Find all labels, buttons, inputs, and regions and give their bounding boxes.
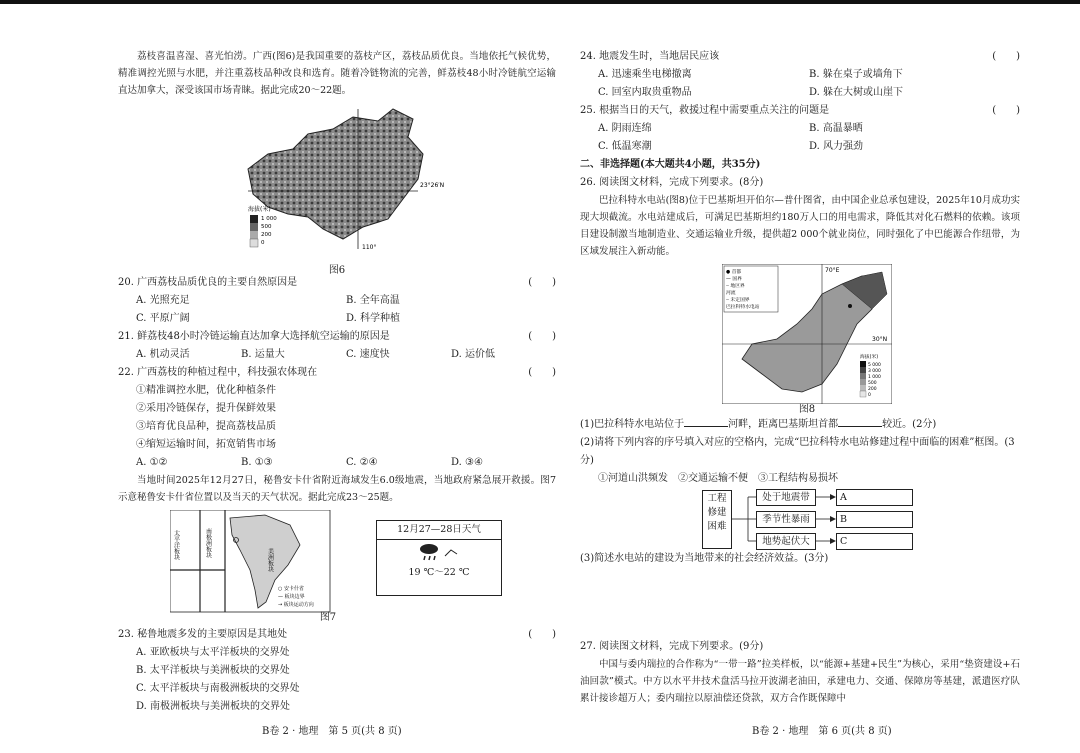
q26-material: 巴拉科特水电站(图8)位于巴基斯坦开伯尔—普什图省，由中国企业总承包建设，2025年10月成功实现大坝截流。水电站建成后，可满足巴基斯坦约180万人口的用电需求，降低其对化石燃料的依赖。该项目建设制激当地制造业、交通运输业升级，提供超2 000个就业岗位，同时强化了中巴能源合作纽带，为区域发展注入新动能。 xyxy=(580,195,1020,257)
elevation-legend-title: 海拔(米) xyxy=(248,206,271,213)
legend-value-2: 500 xyxy=(261,224,272,230)
q23-option-c[interactable]: C. 太平洋板块与南极洲板块的交界处 xyxy=(136,683,300,694)
question-27 xyxy=(580,638,1020,707)
flow-row-2: 季节性暴雨 xyxy=(756,511,816,528)
fig8-elev-6: 0 xyxy=(868,393,871,398)
q26-stem: 26. 阅读图文材料，完成下列要求。(8分) xyxy=(580,177,764,188)
q25-option-c[interactable]: C. 低温寒潮 xyxy=(598,141,652,152)
legend-value-3: 200 xyxy=(261,232,272,238)
q22-stem: 22. 广西荔枝的种植过程中，科技强农体现在 xyxy=(118,367,318,378)
q27-material: 中国与委内瑞拉的合作称为“一带一路”拉美样板，以“能源+基建+民生”为核心，采用“垫资建设+石油回款”模式。中方以水平井技术盘活马拉开波湖老油田，承建电力、交通、保障房等基建，派遣医疗队累计接诊超万人；委内瑞拉以原油偿还贷款，双方合作既保障中 xyxy=(580,659,1020,704)
figure-8-caption: 图8 xyxy=(798,404,816,415)
q21-answer-paren[interactable]: ( ) xyxy=(528,331,556,342)
q21-option-d[interactable]: D. 运价低 xyxy=(451,349,496,360)
fig8-legend-3: ┄ 地区界 xyxy=(726,284,745,289)
q23-option-a[interactable]: A. 亚欧板块与太平洋板块的交界处 xyxy=(136,647,290,658)
q20-answer-paren[interactable]: ( ) xyxy=(528,277,556,288)
left-page xyxy=(118,48,556,716)
q25-option-b[interactable]: B. 高温暴晒 xyxy=(809,123,863,134)
q24-option-a[interactable]: A. 迅速乘坐电梯撤离 xyxy=(598,69,692,80)
weather-box xyxy=(376,520,502,596)
pacific-plate-label: 太平洋板块 xyxy=(172,530,180,560)
q23-answer-paren[interactable]: ( ) xyxy=(528,629,556,640)
q21-option-a[interactable]: A. 机动灵活 xyxy=(136,349,190,360)
legend-value-1: 1 000 xyxy=(261,216,277,222)
section-2-heading: 二、非选择题(本大题共4小题，共35分) xyxy=(580,159,761,170)
q25-stem: 25. 根据当日的天气，救援过程中需要重点关注的问题是 xyxy=(580,105,830,116)
q26-sub3: (3)简述水电站的建设为当地带来的社会经济效益。(3分) xyxy=(580,553,829,564)
q26-sub1-text-b: 河畔，距离巴基斯坦首都 xyxy=(728,419,839,430)
q20-option-c[interactable]: C. 平原广阔 xyxy=(136,313,190,324)
figure-6-caption: 图6 xyxy=(328,265,346,276)
q22-option-c[interactable]: C. ②④ xyxy=(346,457,378,468)
guangxi-map xyxy=(118,99,556,259)
longitude-label: 110° xyxy=(362,244,377,251)
latitude-label: 23°26′N xyxy=(420,182,445,189)
figure-7 xyxy=(118,506,556,626)
q22-item-1: ①精准调控水肥，优化种植条件 xyxy=(136,385,276,396)
q24-option-d[interactable]: D. 躲在大树或山崖下 xyxy=(809,87,904,98)
q22-option-d[interactable]: D. ③④ xyxy=(451,457,483,468)
fig8-latitude: 30°N xyxy=(872,336,888,343)
top-edge-bar xyxy=(0,0,1080,4)
fig8-legend-1: ● 首都 xyxy=(726,270,742,275)
question-22 xyxy=(118,364,556,472)
question-26 xyxy=(580,174,1020,568)
q26-blank-river[interactable] xyxy=(684,426,728,427)
q22-item-4: ④缩短运输时间，拓宽销售市场 xyxy=(136,439,276,450)
q20-stem: 20. 广西荔枝品质优良的主要自然原因是 xyxy=(118,277,298,288)
flow-letter-a: A xyxy=(840,492,847,503)
q26-sub1-text-c: 较近。(2分) xyxy=(882,419,937,430)
q22-answer-paren[interactable]: ( ) xyxy=(528,367,556,378)
fig8-longitude: 70°E xyxy=(825,267,840,274)
fig8-elev-4: 500 xyxy=(868,381,877,386)
q22-item-3: ③培育优良品种，提高荔枝品质 xyxy=(136,421,276,432)
figure-6-guangxi-map xyxy=(118,99,556,274)
q22-item-2: ②采用冷链保存，提升保鲜效果 xyxy=(136,403,276,414)
flow-letter-c: C xyxy=(840,536,848,547)
answer-space[interactable] xyxy=(580,568,1020,638)
question-23 xyxy=(118,626,556,716)
figure-8 xyxy=(580,260,1020,416)
fig8-legend-5: ┄ 未定国界 xyxy=(726,298,750,303)
fig8-legend-4: 河流 xyxy=(726,291,736,296)
q24-option-c[interactable]: C. 回室内取贵重物品 xyxy=(598,87,692,98)
q26-sub2-items: ①河道山洪频发 ②交通运输不便 ③工程结构易损坏 xyxy=(598,473,838,484)
difficulty-flowchart xyxy=(580,488,1020,550)
weather-temperature: 19 ℃～22 ℃ xyxy=(408,567,470,578)
nazca-plate-label: 南极洲板块 xyxy=(204,528,212,558)
q22-option-a[interactable]: A. ①② xyxy=(136,457,168,468)
q24-stem: 24. 地震发生时，当地居民应该 xyxy=(580,51,720,62)
fig8-legend-2: — 国界 xyxy=(726,277,742,282)
q26-sub1-text-a: (1)巴拉科特水电站位于 xyxy=(580,419,685,430)
flow-answer-c[interactable] xyxy=(836,533,913,550)
flow-row-1: 处于地震带 xyxy=(756,489,816,506)
rain-cloud-icon xyxy=(377,540,501,564)
q21-stem: 21. 鲜荔枝48小时冷链运输直达加拿大选择航空运输的原因是 xyxy=(118,331,390,342)
q23-option-d[interactable]: D. 南极洲板块与美洲板块的交界处 xyxy=(136,701,291,712)
q24-answer-paren[interactable]: ( ) xyxy=(992,51,1020,62)
legend-value-4: 0 xyxy=(261,240,265,246)
q26-sub1 xyxy=(580,416,1020,434)
flow-root-box: 工程修建困难 xyxy=(702,490,732,549)
q20-option-d[interactable]: D. 科学种植 xyxy=(346,313,401,324)
question-20 xyxy=(118,274,556,328)
q22-option-b[interactable]: B. ①③ xyxy=(241,457,273,468)
q20-option-b[interactable]: B. 全年高温 xyxy=(346,295,400,306)
fig7-legend-2: — 板块边界 xyxy=(278,594,305,600)
q25-option-d[interactable]: D. 风力强劲 xyxy=(809,141,864,152)
q25-option-a[interactable]: A. 阴雨连绵 xyxy=(598,123,652,134)
q21-option-c[interactable]: C. 速度快 xyxy=(346,349,390,360)
fig7-legend-3: → 板块运动方向 xyxy=(278,602,314,608)
fig8-elev-5: 200 xyxy=(868,387,877,392)
fig8-elev-title: 海拔(米) xyxy=(860,355,879,360)
right-page xyxy=(580,48,1020,707)
q26-blank-capital[interactable] xyxy=(838,426,882,427)
pakistan-map xyxy=(722,264,892,404)
intro-paragraph-2: 当地时间2025年12月27日，秘鲁安卡什省附近海域发生6.0级地震，当地政府紧急展开救援。图7示意秘鲁安卡什省位置以及当天的天气状况。据此完成23～25题。 xyxy=(118,475,556,503)
right-page-footer: B卷 2 · 地理 第 6 页(共 8 页) xyxy=(752,726,892,737)
q23-option-b[interactable]: B. 太平洋板块与美洲板块的交界处 xyxy=(136,665,290,676)
fig7-legend-1: ○ 安卡什省 xyxy=(278,586,304,592)
flow-answer-a[interactable] xyxy=(836,489,913,506)
fig8-elev-2: 3 000 xyxy=(868,369,881,374)
figure-7-caption: 图7 xyxy=(319,612,337,623)
flow-letter-b: B xyxy=(840,514,847,525)
q25-answer-paren[interactable]: ( ) xyxy=(992,105,1020,116)
question-21 xyxy=(118,328,556,364)
fig8-elev-3: 1 000 xyxy=(868,375,881,380)
left-page-footer: B卷 2 · 地理 第 5 页(共 8 页) xyxy=(262,726,402,737)
flow-row-3: 地势起伏大 xyxy=(756,533,816,550)
flow-answer-b[interactable] xyxy=(836,511,913,528)
question-25 xyxy=(580,102,1020,156)
question-24 xyxy=(580,48,1020,102)
weather-title: 12月27—28日天气 xyxy=(377,521,501,540)
q20-option-a[interactable]: A. 光照充足 xyxy=(136,295,190,306)
fig8-legend-6: 巴拉科特水电站 xyxy=(726,305,760,310)
q26-sub2: (2)请将下列内容的序号填入对应的空格内，完成“巴拉科特水电站修建过程中面临的困难”框图。(3分) xyxy=(580,437,1015,466)
q21-option-b[interactable]: B. 运量大 xyxy=(241,349,285,360)
q24-option-b[interactable]: B. 躲在桌子或墙角下 xyxy=(809,69,903,80)
sa-plate-label: 美洲板块 xyxy=(266,548,274,572)
fig8-elev-1: 5 000 xyxy=(868,363,881,368)
q23-stem: 23. 秘鲁地震多发的主要原因是其地处 xyxy=(118,629,288,640)
intro-paragraph: 荔枝喜温喜湿、喜光怕涝。广西(图6)是我国重要的荔枝产区，荔枝品质优良。当地依托气候优势，精准调控光照与水肥，并注重荔枝品种改良和选育。随着冷链物流的完善，鲜荔枝48小时冷链航空运输直达加拿大，深受该国市场青睐。据此完成20～22题。 xyxy=(118,51,556,96)
q27-stem: 27. 阅读图文材料，完成下列要求。(9分) xyxy=(580,641,764,652)
